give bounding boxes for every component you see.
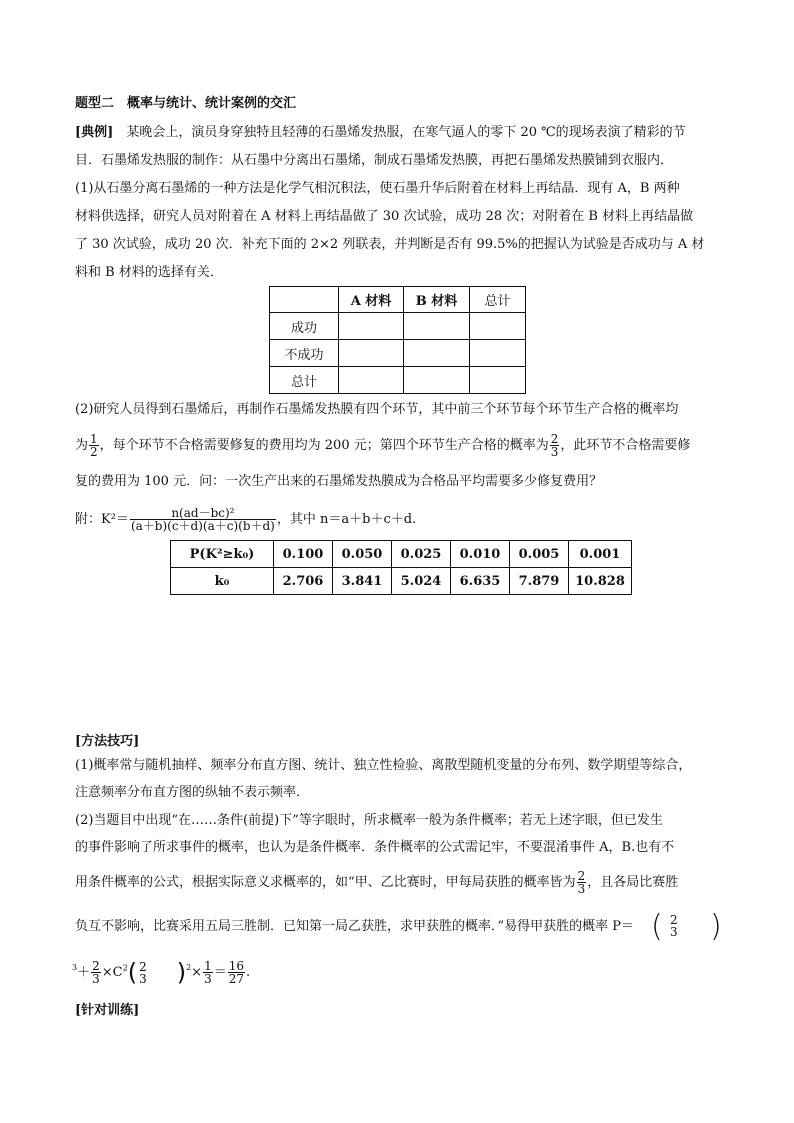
contingency-cell	[470, 313, 526, 340]
example-line-2: 目．石墨烯发热服的制作：从石墨中分离出石墨烯，制成石墨烯发热膜，再把石墨烯发热膜铺到衣服内．	[75, 153, 674, 168]
example-tag: [典例]	[75, 125, 114, 140]
part1-line-1: (1)从石墨分离石墨烯的一种方法是化学气相沉积法，使石墨升华后附着在材料上再结晶．现有 A，B 两种	[75, 181, 680, 196]
critical-value-table	[170, 540, 632, 595]
plus-sign: ＋	[77, 965, 91, 980]
part2-line-1: (2)研究人员得到石墨烯后，再制作石墨烯发热膜有四个环节，其中前三个环节每个环节生产合格的概率均	[75, 402, 679, 417]
method-1-line-2: 注意频率分布直方图的纵轴不表示频率．	[75, 785, 310, 800]
frac-num: 16	[228, 959, 245, 973]
left-paren: (	[651, 909, 663, 944]
frac-den: 3	[550, 445, 559, 459]
frac-num: 2	[92, 959, 100, 973]
training-tag: [针对训练]	[75, 1003, 140, 1018]
k-value: 10.828	[569, 568, 632, 595]
k-label: k₀	[171, 568, 274, 595]
part2-line-2	[75, 433, 690, 458]
method-2-line-1: (2)当题目中出现“在……条件(前提)下”等字眼时，所求概率一般为条件概率；若无上述字眼，但已发生	[75, 813, 663, 828]
contingency-cell	[339, 340, 404, 367]
appendix-label: 附：K²＝	[75, 512, 129, 527]
right-paren: )	[710, 909, 722, 944]
frac-den: 27	[228, 972, 245, 986]
frac-den: 3	[577, 882, 586, 896]
result-fraction	[228, 960, 245, 985]
frac-den: (a＋b)(c＋d)(a＋c)(b＋d)	[130, 519, 275, 533]
p-value: 0.025	[392, 541, 451, 568]
contingency-cell	[470, 367, 526, 394]
times-c: ×C	[101, 965, 123, 980]
appendix-formula	[75, 507, 416, 532]
k-value: 2.706	[274, 568, 333, 595]
method-2-line-4: 负互不影响，比赛采用五局三胜制．已知第一局乙获胜，求甲获胜的概率．”易得甲获胜的概率 P＝	[75, 919, 635, 934]
contingency-cell	[339, 313, 404, 340]
fraction-half	[89, 433, 99, 458]
k-squared-fraction	[130, 507, 276, 532]
part1-line-2: 材料供选择，研究人员对附着在 A 材料上再结晶做了 30 次试验，成功 28 次；对附着在 B 材料上再结晶做	[75, 209, 694, 224]
fraction-two-thirds	[550, 433, 560, 458]
times-sign: ×	[191, 965, 203, 980]
p-header: P(K²≥k₀)	[171, 541, 274, 568]
equals-sign: ＝	[213, 965, 227, 980]
section-title: 题型二 概率与统计、统计案例的交汇	[75, 96, 297, 111]
contingency-header-b: B 材料	[404, 287, 470, 313]
frac-den: 3	[139, 971, 147, 986]
right-paren: )	[176, 958, 187, 987]
contingency-cell	[404, 313, 470, 340]
frac-num: 2	[670, 913, 678, 927]
appendix-suffix: ，其中 n＝a＋b＋c＋d.	[276, 512, 417, 527]
contingency-cell	[404, 340, 470, 367]
probability-formula	[72, 960, 250, 985]
fraction-two-thirds	[669, 914, 679, 938]
method-2-line-3	[75, 870, 678, 895]
frac-den: 3	[204, 972, 212, 986]
fraction	[91, 960, 101, 985]
fraction-two-thirds	[577, 870, 587, 895]
contingency-header-a: A 材料	[339, 287, 404, 313]
part2-post: ，此环节不合格需要修	[560, 438, 691, 453]
part1-line-4: 料和 B 材料的选择有关．	[75, 265, 223, 280]
part2-line-3: 复的费用为 100 元．问：一次生产出来的石墨烯发热膜成为合格品平均需要多少修复费用？	[75, 474, 603, 489]
period: .	[246, 965, 251, 980]
method-2-line-2: 的事件影响了所求事件的概率，也认为是条件概率．条件概率的公式需记牢，不要混淆事件 A，B.也有不	[75, 840, 675, 855]
example-line-1	[75, 125, 686, 141]
p-value: 0.005	[510, 541, 569, 568]
part2-pre: 为	[75, 438, 89, 453]
frac-num: 1	[90, 432, 98, 446]
frac-den: 3	[670, 925, 678, 939]
k-value: 3.841	[333, 568, 392, 595]
exponent: 3	[72, 963, 78, 972]
left-paren: (	[127, 958, 138, 987]
contingency-row-label: 总计	[270, 367, 339, 394]
contingency-row-label: 不成功	[270, 340, 339, 367]
k-value: 5.024	[392, 568, 451, 595]
frac-num: 1	[204, 959, 212, 973]
p-value: 0.100	[274, 541, 333, 568]
contingency-cell	[404, 367, 470, 394]
method-tag: [方法技巧]	[75, 734, 140, 749]
frac-num: 2	[139, 959, 147, 974]
exponent: 2	[186, 963, 192, 972]
contingency-table	[269, 286, 526, 394]
k-value: 7.879	[510, 568, 569, 595]
contingency-cell	[339, 367, 404, 394]
contingency-header-total: 总计	[470, 287, 526, 313]
method-1-line-1: (1)概率常与随机抽样、频率分布直方图、统计、独立性检验、离散型随机变量的分布列、数学期望等综合，	[75, 758, 692, 773]
contingency-cell	[470, 340, 526, 367]
frac-den: 3	[92, 972, 100, 986]
fraction	[203, 960, 213, 985]
c-superscript: 2	[122, 963, 128, 973]
p-value: 0.050	[333, 541, 392, 568]
frac-num: 2	[550, 432, 559, 446]
method-2-l3-post: ，且各局比赛胜	[587, 875, 679, 890]
part2-mid: ，每个环节不合格需要修复的费用均为 200 元；第四个环节生产合格的概率为	[99, 438, 549, 453]
k-value: 6.635	[451, 568, 510, 595]
example-text-1: 某晚会上，演员身穿独特且轻薄的石墨烯发热服，在寒气逼人的零下 20 ℃的现场表演了精彩的节	[113, 125, 686, 140]
frac-num: n(ad－bc)²	[130, 507, 276, 520]
fraction	[138, 961, 148, 985]
method-2-l3-pre: 用条件概率的公式，根据实际意义求概率的，如“甲、乙比赛时，甲每局获胜的概率皆为	[75, 875, 576, 890]
p-value: 0.001	[569, 541, 632, 568]
contingency-corner	[270, 287, 339, 313]
frac-den: 2	[90, 445, 98, 459]
contingency-row-label: 成功	[270, 313, 339, 340]
frac-num: 2	[577, 869, 586, 883]
p-value: 0.010	[451, 541, 510, 568]
part1-line-3: 了 30 次试验，成功 20 次．补充下面的 2×2 列联表，并判断是否有 99.5%的把握认为试验是否成功与 A 材	[75, 237, 705, 252]
